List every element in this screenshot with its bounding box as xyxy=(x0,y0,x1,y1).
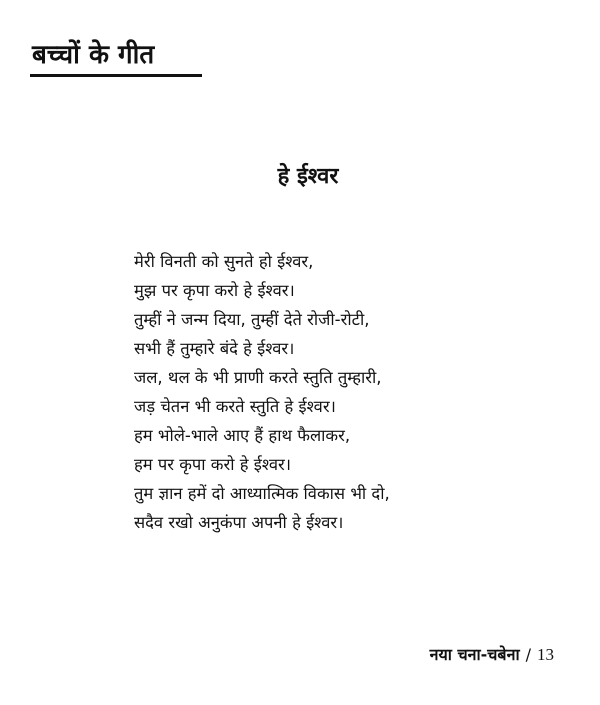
poem-line: तुम्हीं ने जन्म दिया, तुम्हीं देते रोजी-रोटी, xyxy=(134,310,370,329)
footer-separator: / xyxy=(525,645,531,664)
poem-line: तुम ज्ञान हमें दो आध्यात्मिक विकास भी दो, xyxy=(134,484,390,503)
poem-body xyxy=(134,247,390,537)
poem-line: सभी हैं तुम्हारे बंदे हे ईश्वर। xyxy=(134,339,295,358)
poem-title: हे ईश्वर xyxy=(277,164,339,189)
poem-line: सदैव रखो अनुकंपा अपनी हे ईश्वर। xyxy=(134,513,344,532)
poem-line: जड़ चेतन भी करते स्तुति हे ईश्वर। xyxy=(134,397,336,416)
poem-line: हम पर कृपा करो हे ईश्वर। xyxy=(134,455,292,474)
section-heading: बच्चों के गीत xyxy=(32,40,155,70)
section-heading-underline xyxy=(30,74,202,77)
book-title: नया चना-चबेना xyxy=(429,645,520,664)
poem-line: मुझ पर कृपा करो हे ईश्वर। xyxy=(134,281,295,300)
poem-line: जल, थल के भी प्राणी करते स्तुति तुम्हारी, xyxy=(134,368,382,387)
page-footer xyxy=(430,643,554,665)
poem-line: हम भोले-भाले आए हैं हाथ फैलाकर, xyxy=(134,426,351,445)
page-number: 13 xyxy=(537,645,554,664)
poem-line: मेरी विनती को सुनते हो ईश्वर, xyxy=(134,252,314,271)
